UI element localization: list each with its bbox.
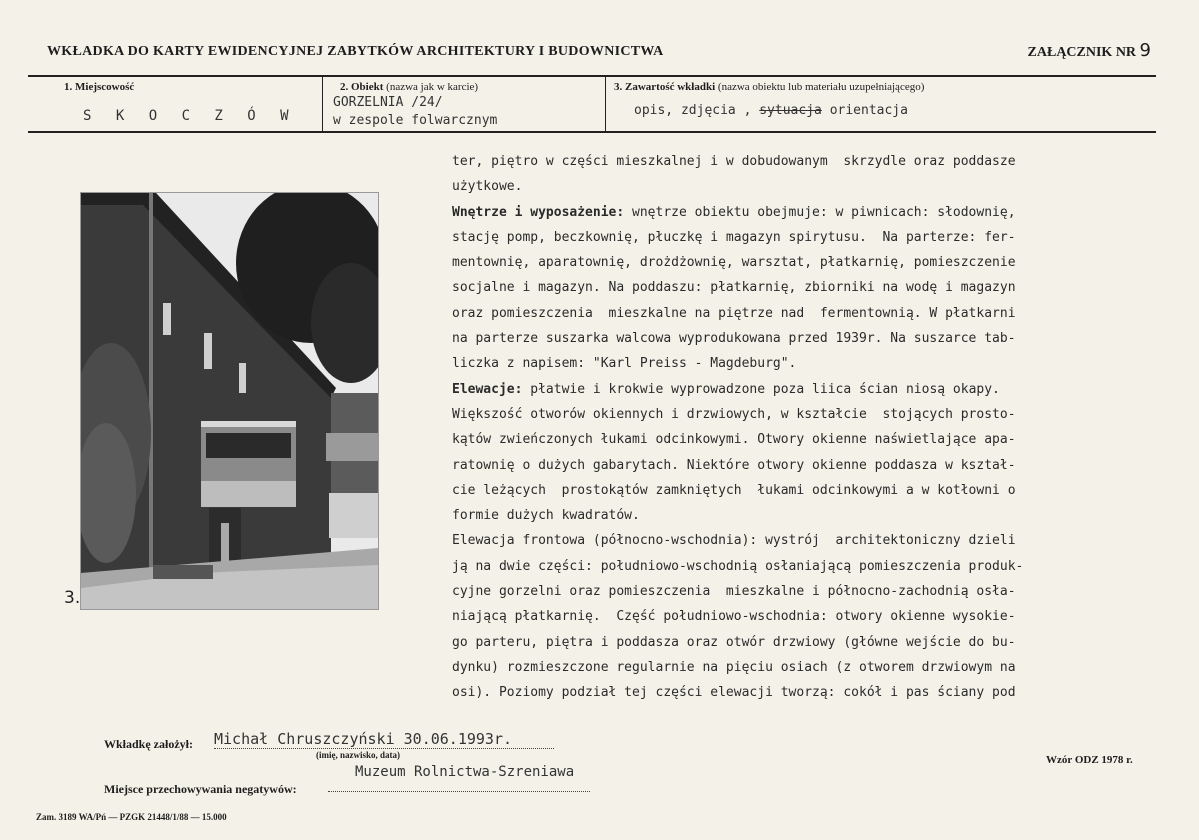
negatives-dotted-line <box>328 791 590 792</box>
description-line-text: ją na dwie części: południowo-wschodnią osłaniającą pomieszczenia produk- <box>452 558 1024 574</box>
description-line-text: socjalne i magazyn. Na poddaszu: płatkarnię, zbiorniki na wodę i magazyn <box>452 280 1016 296</box>
description-line-text: dynku) rozmieszczone regularnie na pięciu osiach (z otworem drzwiowym na <box>452 659 1016 675</box>
location-value: S K O C Z Ó W <box>83 108 297 124</box>
description-line <box>452 528 1178 553</box>
description-line-text: go parteru, piętra i poddasza oraz otwór drzwiowy (główne wejście do bu- <box>452 634 1016 650</box>
content-value <box>634 103 908 118</box>
description-line <box>452 326 1178 351</box>
description-line <box>452 453 1178 478</box>
description-line-text: użytkowe. <box>452 179 523 195</box>
description-line-text: mentownię, aparatownię, drożdżownię, warsztat, płatkarnię, pomieszczenie <box>452 255 1016 271</box>
object-label-text: 2. Obiekt <box>340 81 384 93</box>
description-text <box>452 149 1178 706</box>
building-photo-image <box>81 193 378 609</box>
field-divider-2 <box>605 77 606 131</box>
description-line <box>452 630 1178 655</box>
description-line-text: na parterze suszarka walcowa wyprodukowana przed 1939r. Na suszarce tab- <box>452 331 1016 347</box>
description-line-text: Elewacja frontowa (północno-wschodnia): wystrój architektoniczny dzieli <box>452 533 1016 549</box>
description-line <box>452 604 1178 629</box>
description-line-text: ratownię o dużych gabarytach. Niektóre otwory okienne poddasza w kształ- <box>452 457 1016 473</box>
description-line <box>452 149 1178 174</box>
annex-label <box>1028 40 1151 61</box>
form-template-code: Wzór ODZ 1978 r. <box>1046 754 1133 766</box>
content-label-note: (nazwa obiektu lub materiału uzupełniającego) <box>717 81 925 93</box>
annex-label-text: ZAŁĄCZNIK NR <box>1027 45 1137 60</box>
description-line <box>452 225 1178 250</box>
description-line-text: kątów zwieńczonych łukami odcinkowymi. Otwory okienne naświetlające apa- <box>452 432 1016 448</box>
description-line <box>452 402 1178 427</box>
founder-hint: (imię, nazwisko, data) <box>316 750 400 760</box>
content-label-text: 3. Zawartość wkładki <box>614 81 716 93</box>
header-bottom-rule <box>28 131 1156 133</box>
annex-number: 9 <box>1139 40 1151 61</box>
document-title: WKŁADKA DO KARTY EWIDENCYJNEJ ZABYTKÓW ARCHITEKTURY I BUDOWNICTWA <box>47 44 664 59</box>
description-line <box>452 427 1178 452</box>
description-line <box>452 503 1178 528</box>
description-section-heading: Wnętrze i wyposażenie: <box>452 204 625 220</box>
founder-label: Wkładkę założył: <box>104 737 193 751</box>
description-line <box>452 554 1178 579</box>
description-line <box>452 174 1178 199</box>
description-line-text: stację pomp, beczkownię, płuczkę i magazyn spirytusu. Na parterze: fer- <box>452 229 1016 245</box>
description-line <box>452 579 1178 604</box>
description-line-text: oraz pomieszczenia mieszkalne na piętrze nad fermentownią. W płatkarni <box>452 305 1016 321</box>
description-line-text: liczka z napisem: "Karl Preiss - Magdeburg". <box>452 356 797 372</box>
object-label <box>340 81 478 93</box>
object-value-line1: GORZELNIA /24/ <box>333 95 443 110</box>
photo-number: 3. <box>64 588 81 608</box>
founder-value: Michał Chruszczyński 30.06.1993r. <box>214 730 554 749</box>
description-line-text: cie leżących prostokątów zamkniętych łukami odcinkowymi a w kotłowni o <box>452 482 1016 498</box>
header-top-rule <box>28 75 1156 77</box>
description-line <box>452 478 1178 503</box>
content-value-end: orientacja <box>829 103 908 118</box>
description-line <box>452 377 1178 402</box>
description-line <box>452 250 1178 275</box>
description-line <box>452 351 1178 376</box>
negatives-location-label: Miejsce przechowywania negatywów: <box>104 782 297 796</box>
object-value-line2: w zespole folwarcznym <box>333 113 498 128</box>
content-label <box>614 81 924 93</box>
content-value-struck: sytuacja <box>759 103 822 118</box>
description-section-heading: Elewacje: <box>452 381 523 397</box>
description-line-text: cyjne gorzelni oraz pomieszczenia mieszkalne i północno-zachodnią osła- <box>452 584 1016 600</box>
description-line-text: osi). Poziomy podział tej części elewacji tworzą: cokół i pas ściany pod <box>452 685 1016 701</box>
description-line <box>452 200 1178 225</box>
negatives-location-value: Muzeum Rolnictwa-Szreniawa <box>355 764 575 780</box>
description-line-text: wnętrze obiektu obejmuje: w piwnicach: słodownię, <box>624 204 1016 220</box>
description-line <box>452 680 1178 705</box>
description-line-text: niającą płatkarnię. Część południowo-wschodnia: otwory okienne wysokie- <box>452 609 1016 625</box>
description-line-text: Większość otworów okiennych i drzwiowych, w kształcie stojących prosto- <box>452 406 1016 422</box>
object-label-note: (nazwa jak w karcie) <box>386 81 479 93</box>
description-line-text: płatwie i krokwie wyprowadzone poza liica ścian niosą okapy. <box>522 381 1000 397</box>
building-photo <box>80 192 379 610</box>
description-line <box>452 275 1178 300</box>
print-info: Zam. 3189 WA/Pń — PZGK 21448/1/88 — 15.000 <box>36 812 227 822</box>
description-line-text: ter, piętro w części mieszkalnej i w dobudowanym skrzydle oraz poddasze <box>452 154 1016 169</box>
field-divider-1 <box>322 77 323 131</box>
description-line-text: formie dużych kwadratów. <box>452 508 640 524</box>
location-label: 1. Miejscowość <box>64 81 135 93</box>
content-value-start: opis, zdjęcia , <box>634 103 752 118</box>
description-line <box>452 301 1178 326</box>
description-line <box>452 655 1178 680</box>
